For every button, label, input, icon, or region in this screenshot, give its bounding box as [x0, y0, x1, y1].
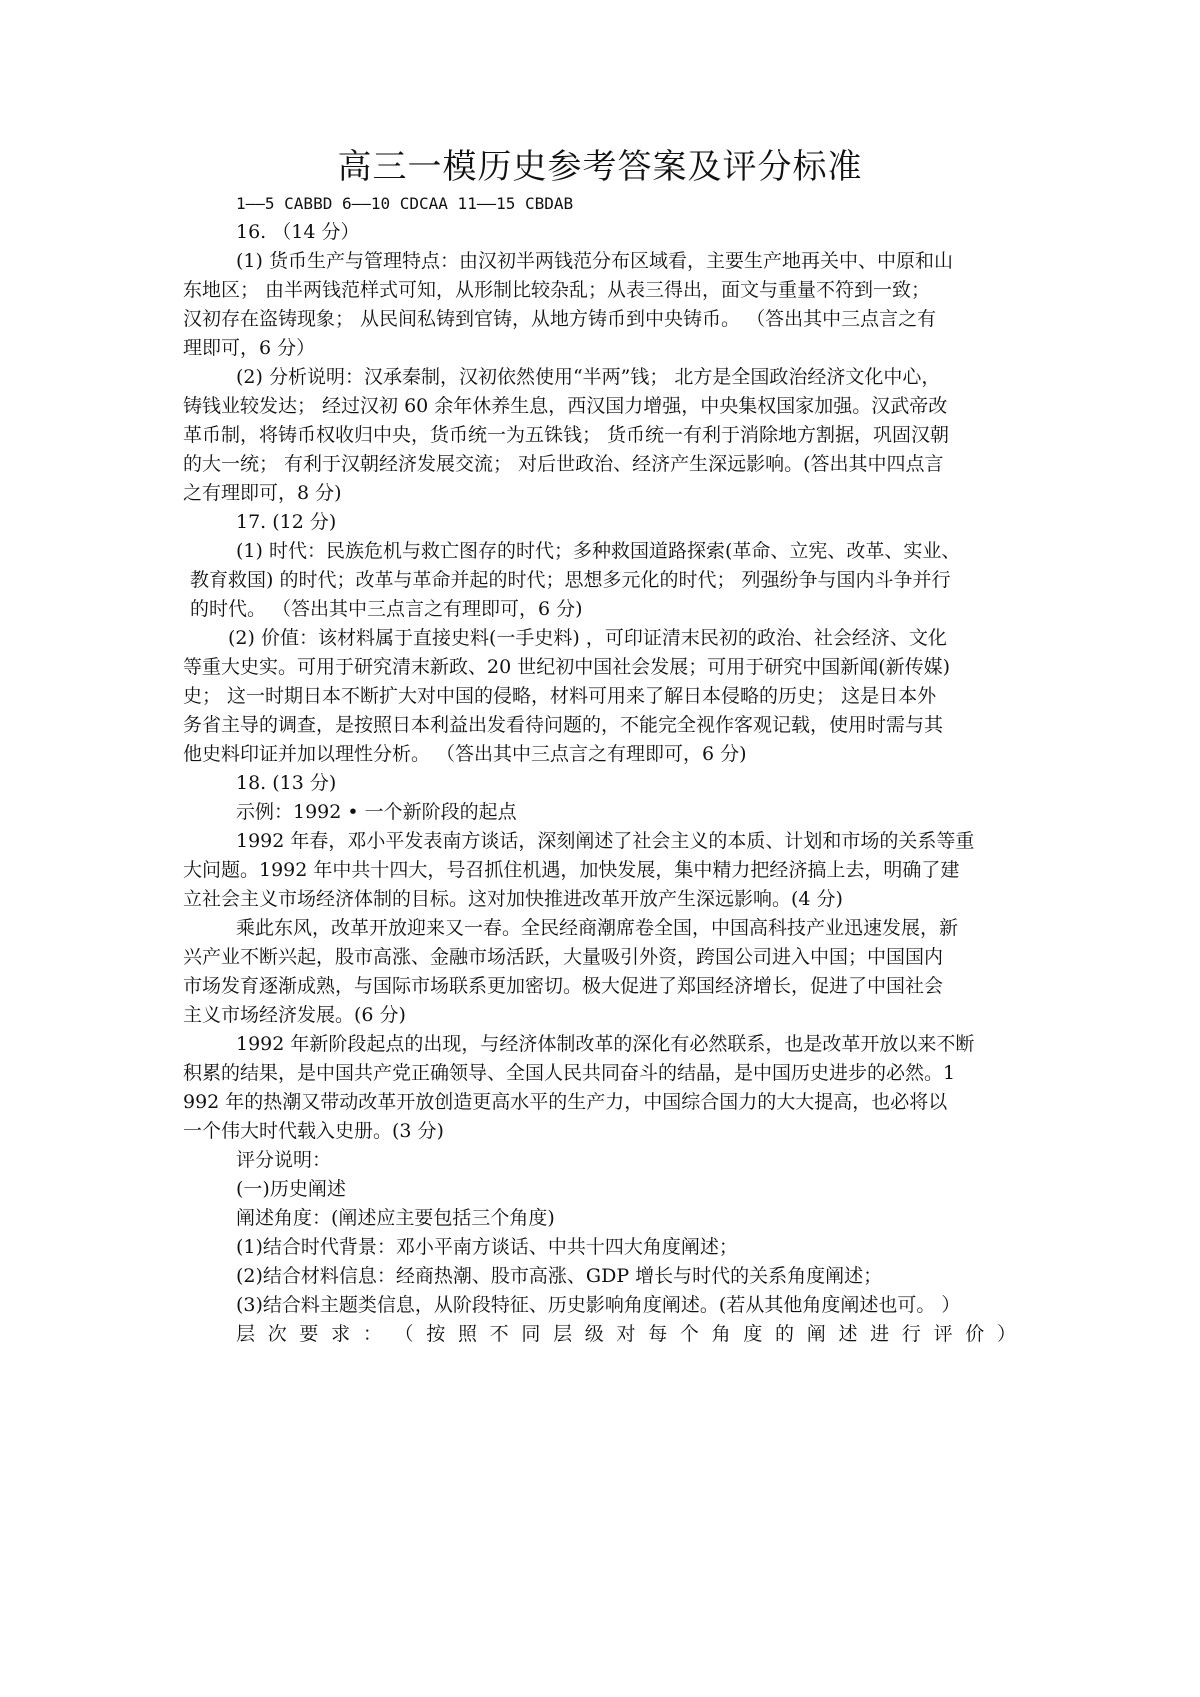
q17-part2-line: 史； 这一时期日本不断扩大对中国的侵略，材料可用来了解日本侵略的历史； 这是日本外: [183, 685, 937, 707]
q17-part2-line: (2) 价值：该材料属于直接史料(一手史料) ，可印证清末民初的政治、社会经济、文化: [228, 627, 947, 649]
scoring-angles-heading: 阐述角度：(阐述应主要包括三个角度): [236, 1207, 555, 1229]
q18-essay-line: 1992 年春，邓小平发表南方谈话，深刻阐述了社会主义的本质、计划和市场的关系等重: [236, 830, 975, 852]
q18-heading: 18. (13 分): [236, 772, 337, 794]
q16-part1-line: 东地区； 由半两钱范样式可知，从形制比较杂乱；从表三得出，面文与重量不符到一致；: [183, 279, 931, 301]
q16-part2-line: 铸钱业较发达； 经过汉初 60 余年休养生息，西汉国力增强，中央集权国家加强。汉武帝改: [183, 395, 948, 417]
q16-part2-line: (2) 分析说明：汉承秦制，汉初依然使用“半两”钱； 北方是全国政治经济文化中心，: [236, 366, 941, 388]
scoring-angle-item: (1)结合时代背景：邓小平南方谈话、中共十四大角度阐述；: [236, 1236, 738, 1258]
q17-part2-line: 等重大史实。可用于研究清末新政、20 世纪初中国社会发展；可用于研究中国新闻(新传媒): [183, 656, 951, 678]
level-requirements-line: 层 次 要 求 ： （ 按 照 不 同 层 级 对 每 个 角 度 的 阐 述 进 行 评 价 ）: [236, 1323, 1016, 1345]
q18-essay-line: 乘此东风，改革开放迎来又一春。全民经商潮席卷全国，中国高科技产业迅速发展，新: [236, 917, 959, 939]
q18-essay-line: 大问题。1992 年中共十四大，号召抓住机遇，加快发展，集中精力把经济搞上去，明确了建: [183, 859, 960, 881]
scoring-angle-item: (2)结合材料信息：经商热潮、股市高涨、GDP 增长与时代的关系角度阐述；: [236, 1265, 883, 1287]
scoring-notes-heading: 评分说明：: [236, 1149, 332, 1171]
q18-example-title: 示例：1992 • 一个新阶段的起点: [236, 801, 517, 823]
q18-essay-line: 992 年的热潮又带动改革开放创造更高水平的生产力，中国综合国力的大大提高，也必将以: [183, 1091, 948, 1113]
q17-part2-line: 他史料印证并加以理性分析。 （答出其中三点言之有理即可，6 分): [183, 743, 747, 765]
q16-part2-line: 的大一统； 有利于汉朝经济发展交流； 对后世政治、经济产生深远影响。(答出其中四点言: [183, 453, 944, 475]
multiple-choice-answers: 1——5 CABBD 6——10 CDCAA 11——15 CBDAB: [236, 194, 574, 213]
q16-part1-line: (1) 货币生产与管理特点：由汉初半两钱范分布区域看，主要生产地再关中、中原和山: [236, 250, 953, 272]
q18-essay-line: 主义市场经济发展。(6 分): [183, 1004, 406, 1026]
q17-part1-line: 教育救国) 的时代；改革与革命并起的时代；思想多元化的时代； 列强纷争与国内斗争并行: [190, 569, 951, 591]
q16-heading: 16. （14 分）: [236, 221, 360, 243]
q18-essay-line: 一个伟大时代载入史册。(3 分): [183, 1120, 444, 1142]
q16-part1-line: 汉初存在盗铸现象； 从民间私铸到官铸，从地方铸币到中央铸币。 （答出其中三点言之有: [183, 308, 937, 330]
scoring-section-heading: (一)历史阐述: [236, 1178, 346, 1200]
q16-part2-line: 之有理即可，8 分): [183, 482, 342, 504]
q17-part1-line: 的时代。 （答出其中三点言之有理即可，6 分): [190, 598, 583, 620]
q18-essay-line: 积累的结果，是中国共产党正确领导、全国人民共同奋斗的结晶，是中国历史进步的必然。1: [183, 1062, 956, 1084]
q18-essay-line: 市场发育逐渐成熟，与国际市场联系更加密切。极大促进了郑国经济增长，促进了中国社会: [183, 975, 944, 997]
q16-part2-line: 革币制，将铸币权收归中央，货币统一为五铢钱； 货币统一有利于消除地方割据，巩固汉朝: [183, 424, 950, 446]
q16-part1-line: 理即可，6 分）: [183, 337, 316, 359]
q17-part2-line: 务省主导的调查，是按照日本利益出发看待问题的，不能完全视作客观记载，使用时需与其: [183, 714, 944, 736]
scoring-angle-item: (3)结合料主题类信息，从阶段特征、历史影响角度阐述。(若从其他角度阐述也可。 ）: [236, 1294, 961, 1316]
q18-essay-line: 立社会主义市场经济体制的目标。这对加快推进改革开放产生深远影响。(4 分): [183, 888, 843, 910]
q18-essay-line: 1992 年新阶段起点的出现，与经济体制改革的深化有必然联系，也是改革开放以来不断: [236, 1033, 975, 1055]
q17-heading: 17. (12 分): [236, 511, 337, 533]
page-title: 高三一模历史参考答案及评分标准: [337, 147, 863, 187]
q17-part1-line: (1) 时代：民族危机与救亡图存的时代；多种救国道路探索(革命、立宪、改革、实业、: [236, 540, 961, 562]
q18-essay-line: 兴产业不断兴起，股市高涨、金融市场活跃，大量吸引外资，跨国公司进入中国；中国国内: [183, 946, 944, 968]
